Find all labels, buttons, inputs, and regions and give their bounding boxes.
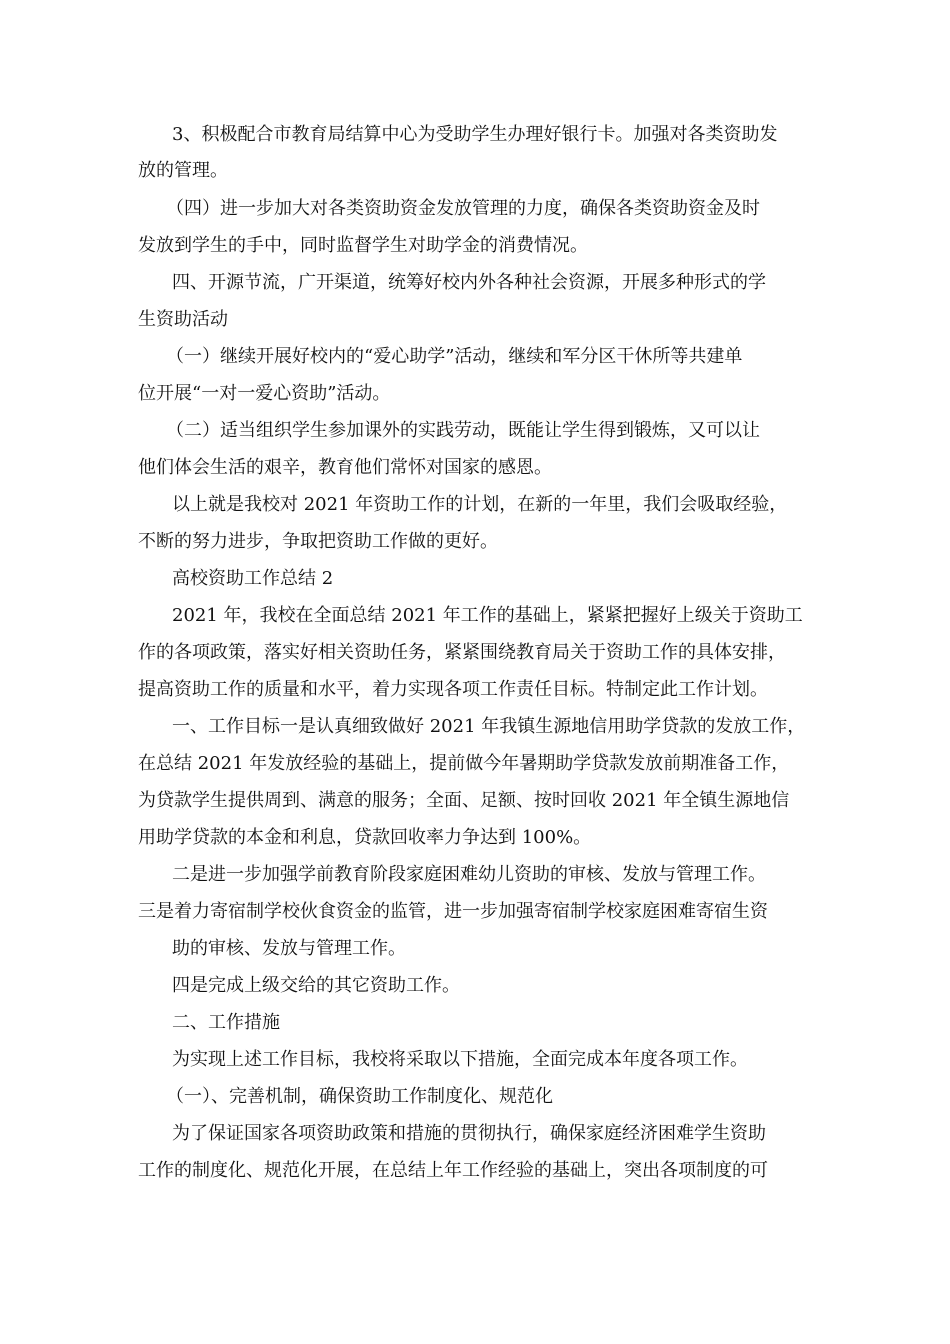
text-line: 为实现上述工作目标，我校将采取以下措施，全面完成本年度各项工作。 bbox=[172, 1049, 748, 1070]
text-line: 提高资助工作的质量和水平，着力实现各项工作责任目标。特制定此工作计划。 bbox=[138, 679, 768, 700]
text-line: 三是着力寄宿制学校伙食资金的监管，进一步加强寄宿制学校家庭困难寄宿生资 bbox=[138, 901, 768, 922]
text-line: 为贷款学生提供周到、满意的服务；全面、足额、按时回收 2021 年全镇生源地信 bbox=[138, 790, 790, 811]
text-line: 发放到学生的手中，同时监督学生对助学金的消费情况。 bbox=[138, 235, 588, 256]
text-line: 他们体会生活的艰辛，教育他们常怀对国家的感恩。 bbox=[138, 457, 552, 478]
text-line: 用助学贷款的本金和利息，贷款回收率力争达到 100%。 bbox=[138, 827, 592, 848]
text-line: 为了保证国家各项资助政策和措施的贯彻执行，确保家庭经济困难学生资助 bbox=[172, 1123, 766, 1144]
section-heading: 二、工作措施 bbox=[172, 1012, 280, 1033]
text-line: 生资助活动 bbox=[138, 309, 228, 330]
text-line: 工作的制度化、规范化开展，在总结上年工作经验的基础上，突出各项制度的可 bbox=[138, 1160, 768, 1181]
text-line: 四是完成上级交给的其它资助工作。 bbox=[172, 975, 460, 996]
text-line: （二）适当组织学生参加课外的实践劳动，既能让学生得到锻炼，又可以让 bbox=[166, 420, 760, 441]
text-line: 以上就是我校对 2021 年资助工作的计划，在新的一年里，我们会吸取经验， bbox=[172, 494, 788, 515]
section-heading: 高校资助工作总结 2 bbox=[172, 568, 334, 589]
text-line: 二是进一步加强学前教育阶段家庭困难幼儿资助的审核、发放与管理工作。 bbox=[172, 864, 766, 885]
text-line: （一）继续开展好校内的“爱心助学”活动，继续和军分区干休所等共建单 bbox=[166, 346, 743, 367]
text-line: 四、开源节流，广开渠道，统筹好校内外各种社会资源，开展多种形式的学 bbox=[172, 272, 766, 293]
text-line: 3、积极配合市教育局结算中心为受助学生办理好银行卡。加强对各类资助发 bbox=[172, 124, 778, 145]
text-line: 在总结 2021 年发放经验的基础上，提前做今年暑期助学贷款发放前期准备工作， bbox=[138, 753, 790, 774]
text-line: 不断的努力进步，争取把资助工作做的更好。 bbox=[138, 531, 498, 552]
text-line: 助的审核、发放与管理工作。 bbox=[172, 938, 406, 959]
text-line: 一、工作目标一是认真细致做好 2021 年我镇生源地信用助学贷款的发放工作， bbox=[172, 716, 806, 737]
text-line: 2021 年，我校在全面总结 2021 年工作的基础上，紧紧把握好上级关于资助工 bbox=[172, 605, 803, 626]
text-line: 位开展“一对一爱心资助”活动。 bbox=[138, 383, 391, 404]
text-line: （四）进一步加大对各类资助资金发放管理的力度，确保各类资助资金及时 bbox=[166, 198, 760, 219]
text-line: 放的管理。 bbox=[138, 160, 228, 181]
subsection-heading: （一）、完善机制，确保资助工作制度化、规范化 bbox=[166, 1086, 553, 1107]
text-line: 作的各项政策，落实好相关资助任务，紧紧围绕教育局关于资助工作的具体安排， bbox=[138, 642, 786, 663]
